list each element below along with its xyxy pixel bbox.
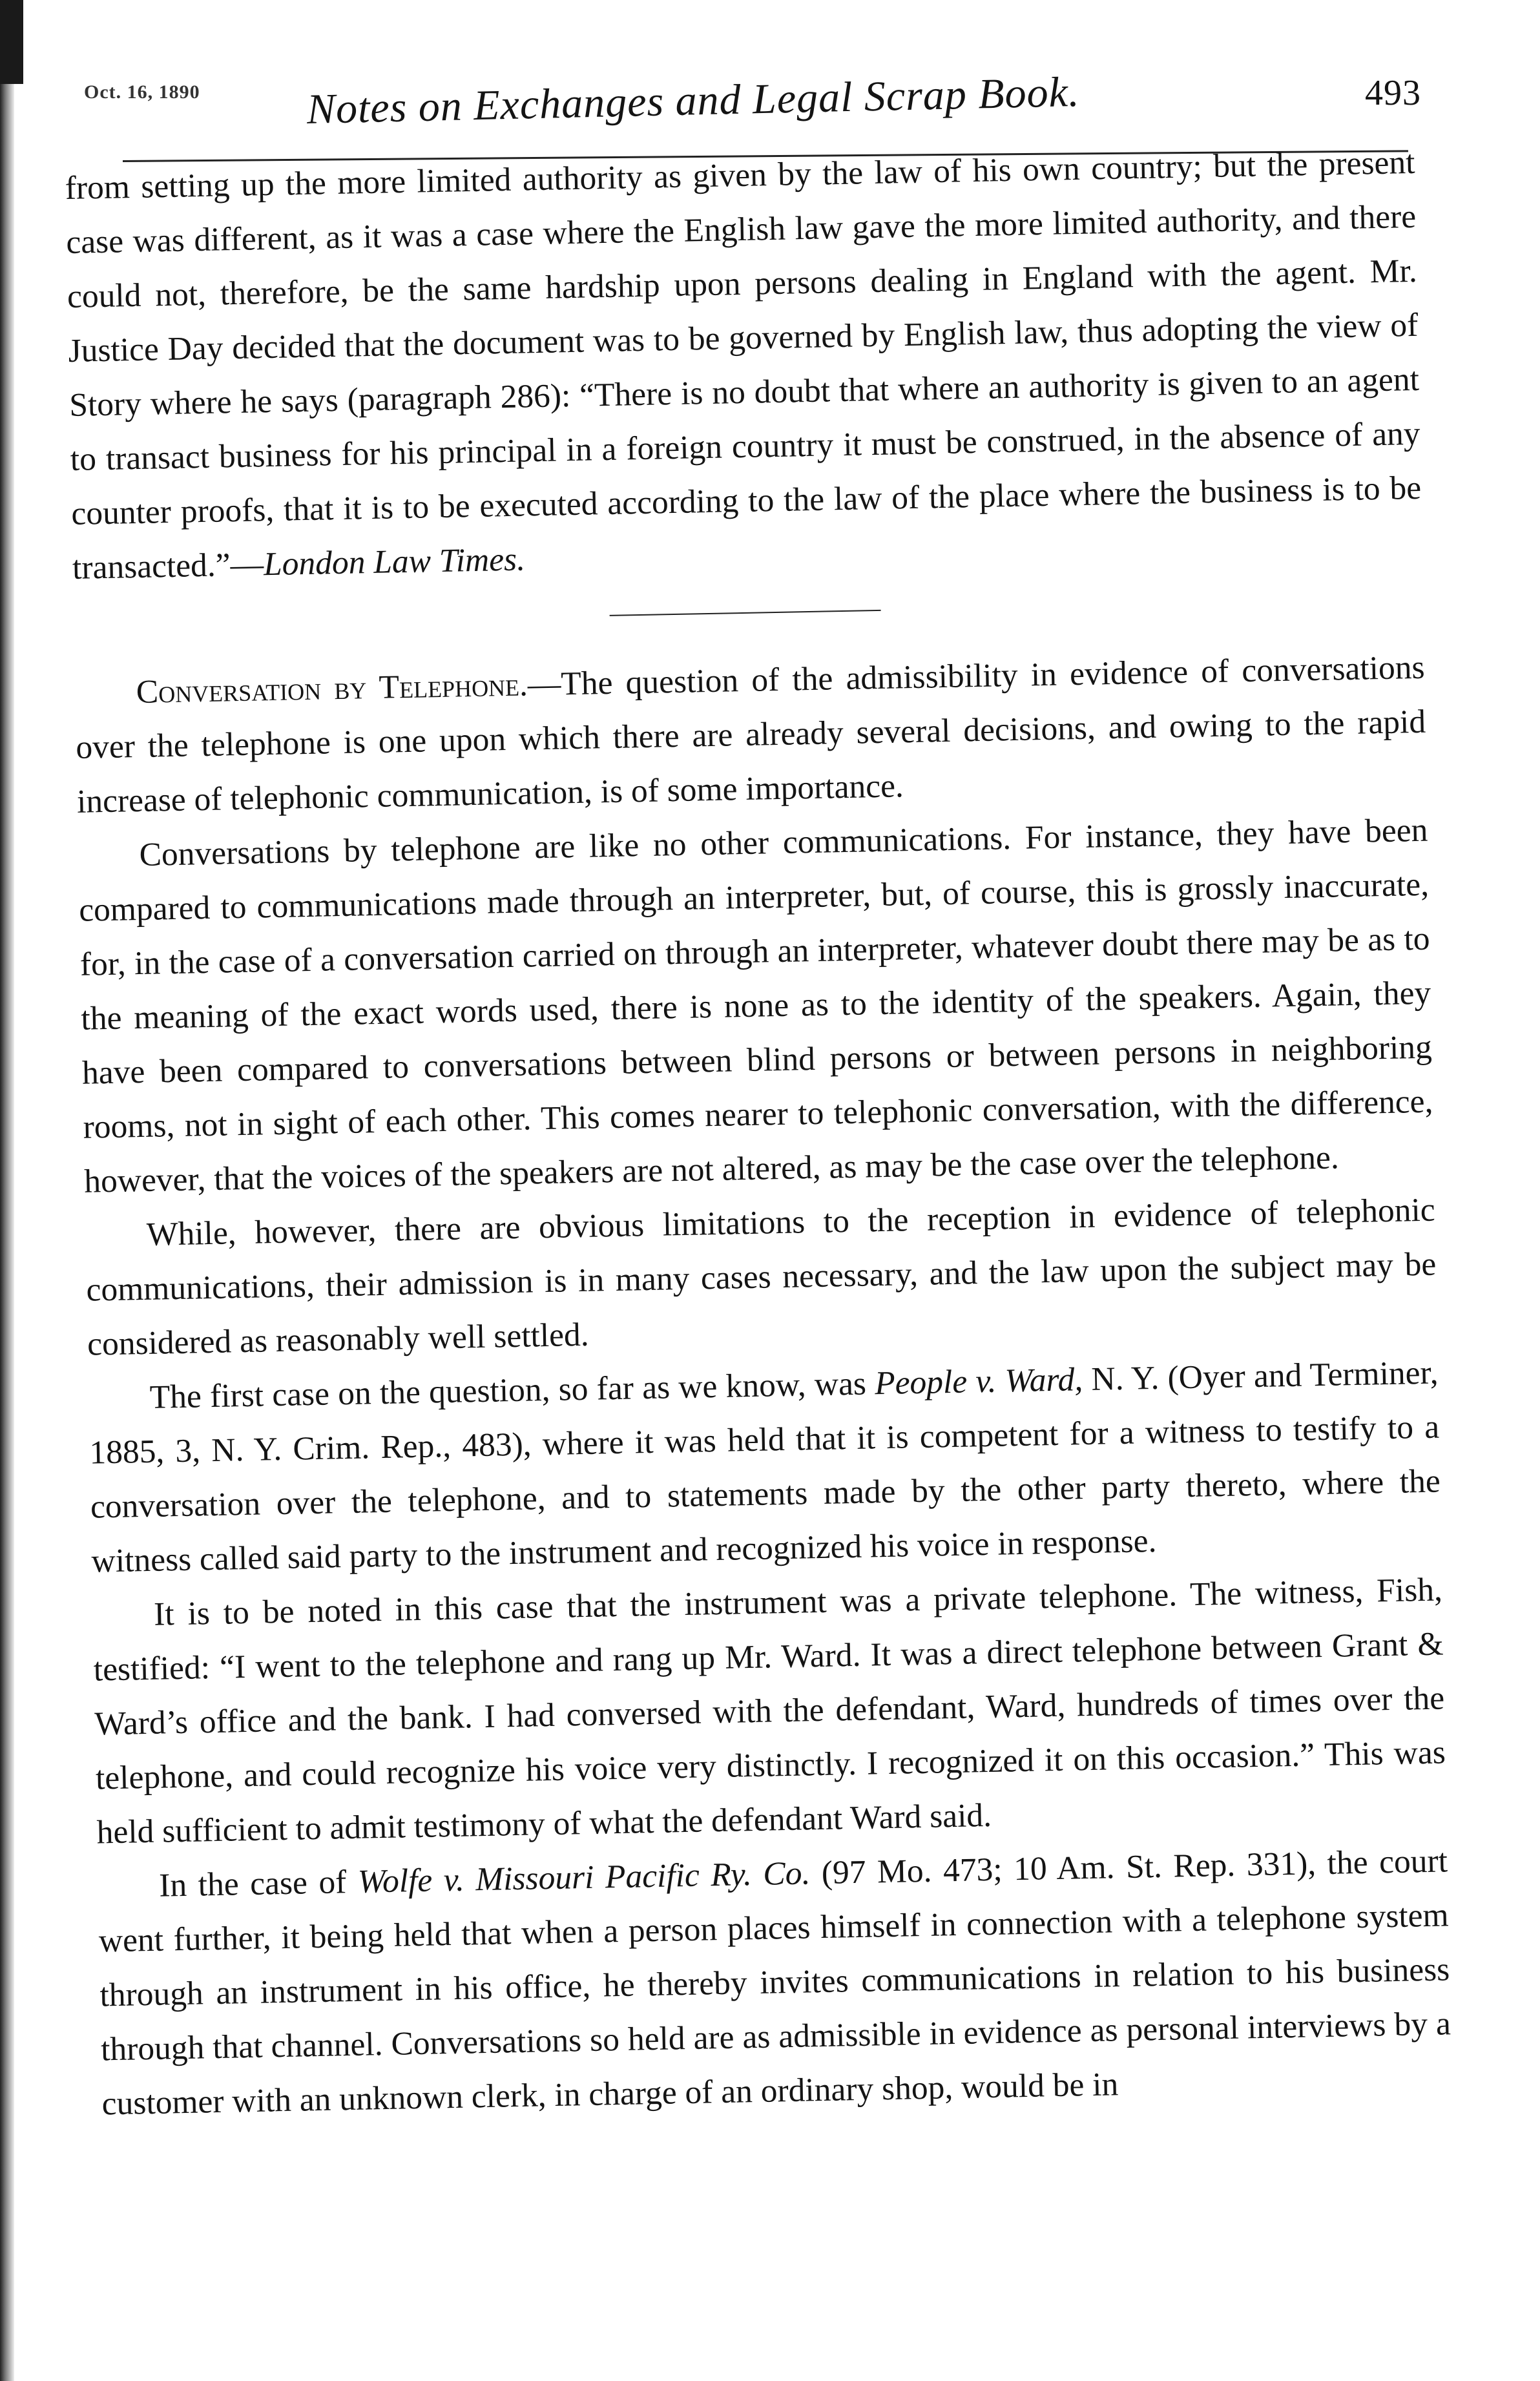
article-paragraph — [74, 641, 1427, 829]
article-heading: Conversation by Telephone. — [136, 666, 528, 711]
paragraph-text: In the case of — [158, 1863, 359, 1904]
section-rule — [610, 610, 881, 616]
article-paragraph — [88, 1346, 1442, 1589]
binding-shadow — [0, 0, 14, 2381]
page-number: 493 — [1365, 73, 1421, 113]
paragraph-text: —The question of the admissibility in evidence of conversations over the telephone is one upon which there are already several decisions, and owing to the rapid increase of telephonic communication, is of some importance. — [75, 649, 1426, 820]
source-citation: London Law Times. — [263, 541, 526, 583]
binding-mark — [0, 0, 23, 84]
case-name: Wolfe v. Missouri Pacific Ry. Co. — [357, 1855, 811, 1900]
page-body — [65, 136, 1452, 2132]
date-stamp: Oct. 16, 1890 — [84, 81, 200, 103]
running-title: Notes on Exchanges and Legal Scrap Book. — [306, 68, 1081, 133]
paragraph-text: (97 Mo. 473; 10 Am. St. Rep. 331), the court went further, it being held that when a person places himself in connection with a telephone system through an instrument in his office, he thereby invites communications in relation to his business through that channel. Conversations so held are as admissible in evidence as personal interviews by a customer with an unknown clerk, in charge of an ordinary shop, would be in — [98, 1842, 1452, 2123]
article-paragraph: Conversations by telephone are like no other communications. For instance, they have been compared to communications made through an interpreter, but, of course, this is grossly inaccurate, for, in the case of a conversation carried on through an interpreter, whatever doubt there may be as to the meaning of the exact words used, there is none as to the identity of the speakers. Again, they have been compared to conversations between blind persons or between persons in neighboring rooms, not in sight of each other. This comes nearer to telephonic conversation, with the difference, however, that the voices of the speakers are not altered, as may be the case over the telephone. — [78, 811, 1433, 1200]
paragraph-text: The first case on the question, so far as we know, was — [149, 1365, 875, 1416]
article-paragraph: It is to be noted in this case that the instrument was a private telephone. The witness, Fish, testified: “I went to the telephone and rang up Mr. Ward. It was a direct telephone between Grant & Ward’s office and the bank. I had conversed with the defendant, Ward, hundreds of times over the telephone, and could recognize his voice very distinctly. I recognized it on this occasion.” This was held sufficient to admit testimony of what the defendant Ward said. — [93, 1571, 1446, 1851]
paragraph-text: N. Y. (Oyer and Terminer, 1885, 3, N. Y. Crim. Rep., 483), where it was held that it is competent for a witness to testify to a conversation over the telephone, and to statements made by the other party thereto, where the witness called said party to the instrument and recognized his voice in response. — [88, 1354, 1441, 1580]
case-name: People v. Ward, — [874, 1361, 1083, 1402]
article-paragraph — [97, 1834, 1452, 2131]
continuation-text: from setting up the more limited authority as given by the law of his own country; but the present case was different, as it was a case where the English law gave the more limited authority, and there could not, therefore, be the same hardship upon persons dealing in England with the agent. Mr. Justice Day decided that the document was to be governed by English law, thus adopting the view of Story where he says (paragraph 286): “There is no doubt that where an authority is given to an agent to transact business for his principal in a foreign country it must be construed, in the absence of any counter proofs, that it is to be executed according to the law of the place where the business is to be transacted.”— — [65, 143, 1422, 587]
article-paragraph: While, however, there are obvious limitations to the reception in evidence of telephonic communications, their admission is in many cases necessary, and the law upon the subject may be considered as reasonably well settled. — [86, 1191, 1437, 1363]
article-continuation — [65, 136, 1423, 596]
